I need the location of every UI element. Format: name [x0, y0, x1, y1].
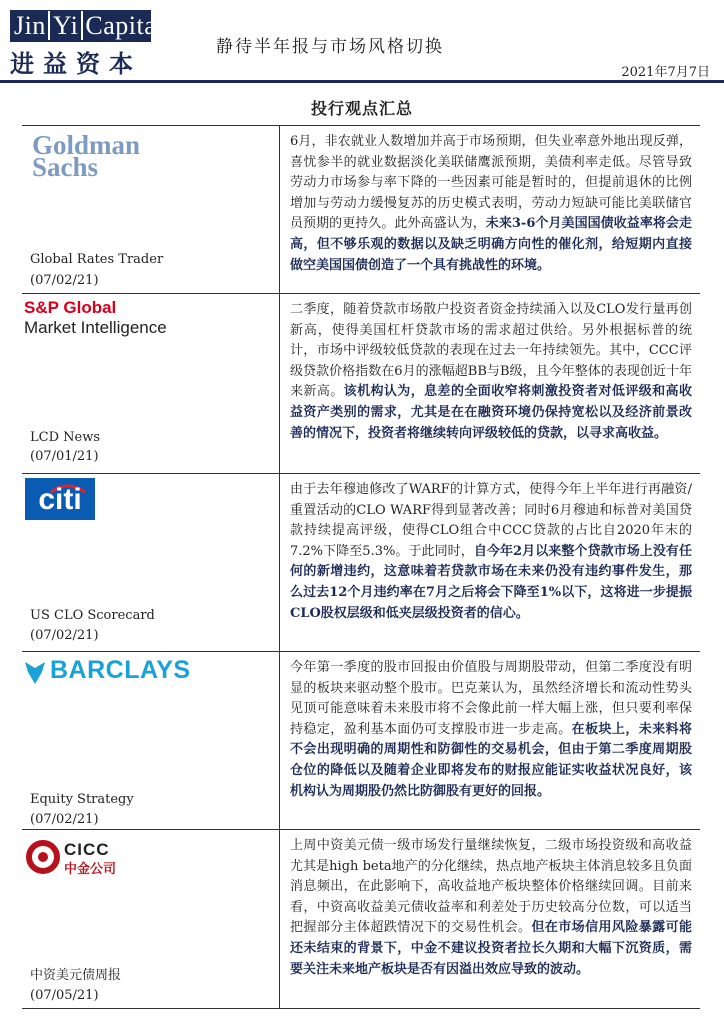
header-divider: [0, 80, 724, 83]
source-date: (07/02/21): [30, 812, 99, 827]
citi-logo: [25, 478, 95, 520]
goldman-sachs-logo: [32, 130, 141, 182]
source-name: US CLO Scorecard: [30, 608, 155, 623]
barclays-logo: BARCLAYS: [50, 656, 191, 684]
source-cell: [22, 126, 279, 294]
view-highlight: 自今年2月以来整个贷款市场上没有任何的新增违约，这意味着若贷款市场在未来仍没有违约事件发生，那么过去12个月违约率在7月之后将会下降至1%以下，这将进一步提振CLO股权层级和低夹层级投资者的信心。: [290, 543, 692, 621]
view-highlight: 在板块上，未来料将不会出现明确的周期性和防御性的交易机会，但由于第二季度周期股仓位的降低以及随着企业即将发布的财报应能证实收益状况良好，该机构认为周期股仍然比防御股有更好的回报。: [290, 721, 692, 799]
column-divider: [279, 830, 280, 1008]
view-text: [290, 132, 692, 276]
sp-market-intelligence-text: Market Intelligence: [24, 318, 167, 337]
view-text: [290, 658, 692, 802]
source-name: LCD News: [30, 430, 101, 445]
report-date: 2021年7月7日: [621, 65, 710, 80]
logo-chinese-name: 进益资本: [10, 50, 142, 78]
source-cell: [22, 294, 279, 474]
view-body: 由于去年穆迪修改了WARF的计算方式，使得今年上半年进行再融资/重置活动的CLO WARF得到显著改善；同时6月穆迪和标普对美国贷款持续提高评级，使得CLO组合中CCC贷款的占比自2020年末的7.2%下降至5.3%。于此同时，: [290, 482, 692, 559]
sp-global-logo: S&P Global: [24, 298, 117, 317]
source-cell: [22, 474, 279, 652]
column-divider: [279, 126, 280, 294]
table-row: [22, 125, 700, 294]
view-body: 今年第一季度的股市回报由价值股与周期股带动，但第二季度没有明显的板块来驱动整个股市。巴克莱认为，虽然经济增长和流动性势头见顶可能意味着未来股市将不会像此前一样大幅上涨，但只要利率保持稳定，盈利基本面仍可支撑股市进一步走高。: [290, 660, 692, 737]
source-name: Global Rates Trader: [30, 252, 164, 267]
source-cell: [22, 830, 279, 1008]
logo-en-part1: Jin: [14, 11, 46, 40]
logo-line2: Sachs: [32, 152, 99, 182]
source-date: (07/02/21): [30, 628, 99, 643]
source-name: 中资美元债周报: [30, 968, 122, 983]
source-name: Equity Strategy: [30, 792, 134, 807]
table-row: [22, 829, 700, 1009]
table-row: [22, 473, 700, 652]
view-highlight: 但在市场信用风险暴露可能还未结束的背景下，中金不建议投资者拉长久期和大幅下沉资质，需要关注未来地产板块是否有因溢出效应导致的波动。: [290, 920, 692, 977]
cicc-emblem-icon: [26, 840, 60, 874]
view-body: 上周中资美元债一级市场发行量继续恢复，二级市场投资级和高收益尤其是high beta地产的分化继续，热点地产板块主体消息较多且负面消息频出，在此影响下，高收益地产板块整体价格继续回调。目前来看，中资高收益美元债收益率和利差处于历史较高分位数，可以适当把握部分主体超跌情况下的交易性机会。: [290, 838, 692, 936]
view-text: [290, 300, 692, 444]
table-row: [22, 651, 700, 830]
barclays-eagle-icon: [22, 658, 48, 686]
view-text: [290, 836, 692, 980]
source-date: (07/05/21): [30, 988, 99, 1003]
report-title: 静待半年报与市场风格切换: [216, 37, 444, 57]
source-date: (07/02/21): [30, 273, 99, 288]
section-title: 投行观点汇总: [310, 99, 413, 118]
cicc-chinese-logo: 中金公司: [64, 862, 117, 877]
logo-en-part2: Yi: [48, 11, 84, 40]
column-divider: [279, 652, 280, 830]
column-divider: [279, 294, 280, 474]
column-divider: [279, 474, 280, 652]
view-text: [290, 480, 692, 624]
jinyi-capital-logo: [10, 10, 165, 42]
cicc-logo: CICC: [64, 840, 110, 859]
source-cell: [22, 652, 279, 830]
logo-line1: Goldman: [32, 130, 141, 160]
view-highlight: 该机构认为，息差的全面收窄将刺激投资者对低评级和高收益资产类别的需求，尤其是在在融资环境仍保持宽松以及经济前景改善的情况下，投资者将继续转向评级较低的贷款，以寻求高收益。: [290, 384, 692, 441]
view-body: 二季度，随着贷款市场散户投资者资金持续涌入以及CLO发行量再创新高，使得美国杠杆贷款市场的需求超过供给。另外根据标普的统计，市场中评级较低贷款的表现在过去一年持续领先。其中，CCC评级贷款价格指数在6月的涨幅超BB与B级，且今年整体的表现创近十年来新高。: [290, 302, 692, 400]
citi-logo-text: citi: [38, 483, 82, 516]
view-body: 6月，非农就业人数增加并高于市场预期，但失业率意外地出现反弹，喜忧参半的就业数据淡化美联储鹰派预期，美债利率走低。尽管导致劳动力市场参与率下降的一些因素可能是暂时的，但提前退休的比例增加与劳动力缓慢复苏的历史模式表明，劳动力短缺可能比美联储官员预期的更持久。此外高盛认为，: [290, 134, 692, 232]
table-row: [22, 293, 700, 474]
view-highlight: 未来3-6个月美国国债收益率将会走高，但不够乐观的数据以及缺乏明确方向性的催化剂，给短期内直接做空美国国债创造了一个具有挑战性的环境。: [290, 216, 692, 273]
logo-en-part3: Capital: [85, 11, 165, 40]
source-date: (07/01/21): [30, 449, 99, 464]
